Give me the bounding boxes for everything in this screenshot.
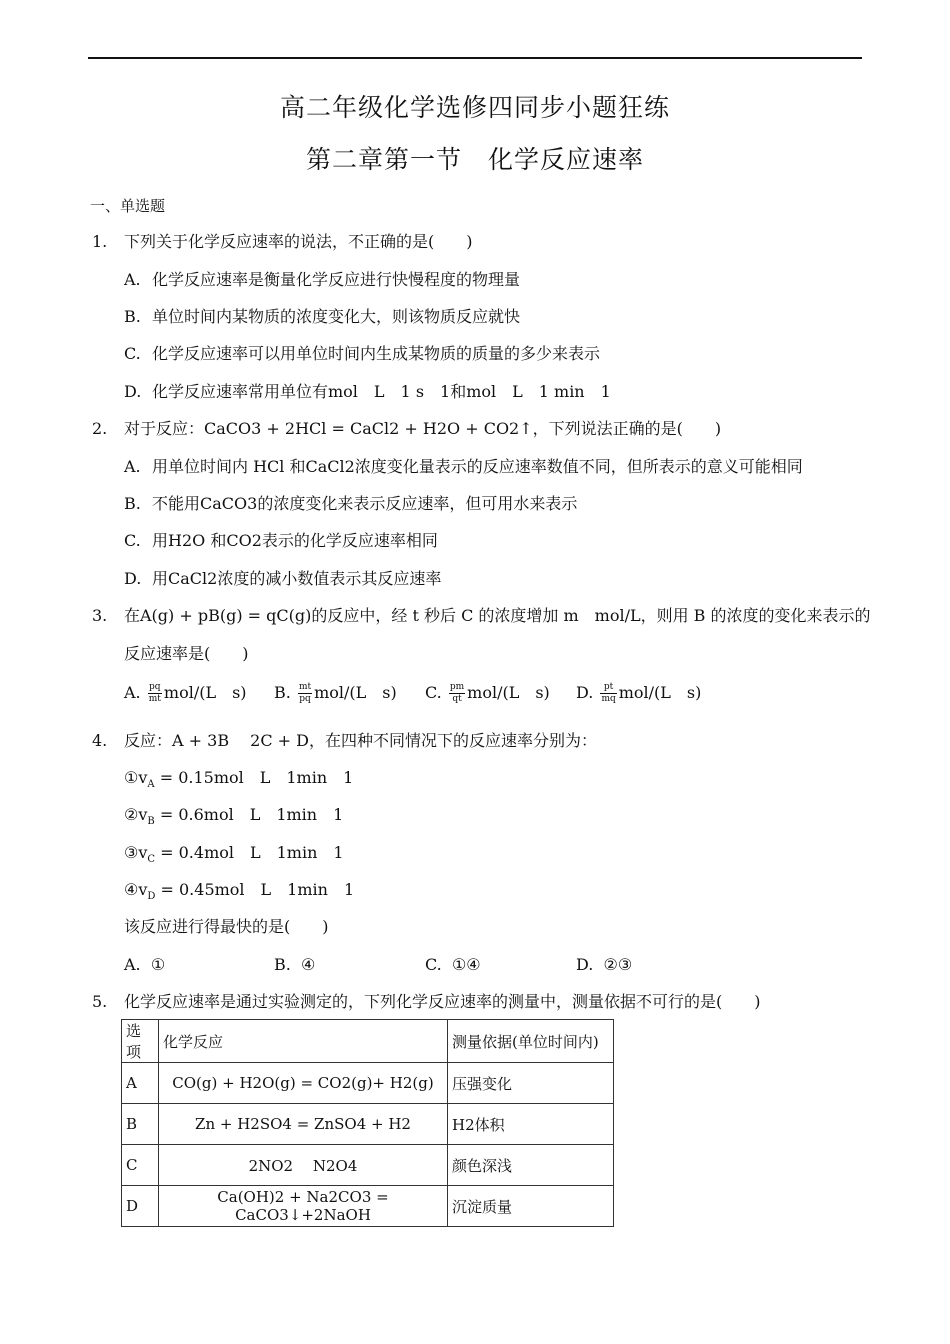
option-label: B. (124, 494, 141, 513)
rate-item: $③v_C = 0.4mol$ L 1min 1 (124, 843, 344, 866)
option-text: 用CaCl2浓度的减小数值表示其反应速率 (152, 569, 442, 588)
table-cell-basis: 颜色深浅 (448, 1145, 614, 1186)
page-title: 高二年级化学选修四同步小题狂练 (279, 93, 670, 122)
table-cell-reaction: Ca(OH)2 + Na2CO3 = CaCO3↓+2NaOH (159, 1186, 448, 1227)
question-number: 5. (92, 992, 108, 1011)
question-number: 4. (92, 731, 108, 750)
option-label: D. (124, 382, 142, 401)
question-number: 3. (92, 606, 108, 625)
option-label: A. (124, 683, 141, 702)
option-b (274, 682, 397, 705)
table-header: 化学反应 (159, 1020, 448, 1063)
option-unit: mol/(L s) (467, 683, 550, 702)
page-subtitle: 第二章第一节 化学反应速率 (305, 145, 644, 174)
question-stem: 对于反应：CaCO3 + 2HCl = CaCl2 + H2O + CO2↑，下列说法正确的是( ) (124, 419, 722, 438)
question-ask: 该反应进行得最快的是( ) (124, 917, 329, 936)
table-cell-basis: 压强变化 (448, 1063, 614, 1104)
table-cell-basis: 沉淀质量 (448, 1186, 614, 1227)
header-rule (88, 57, 862, 59)
table-row (122, 1186, 614, 1227)
table-header: 选项 (122, 1020, 159, 1063)
option-label: B. (124, 307, 141, 326)
fraction: $\frac{pm}{qt}$ (449, 682, 465, 704)
option-label: D. (124, 569, 142, 588)
option-text: 单位时间内某物质的浓度变化大，则该物质反应就快 (152, 307, 521, 326)
fraction: $\frac{pq}{mt}$ (148, 682, 161, 704)
option-unit: mol/(L s) (163, 683, 247, 702)
fraction: $\frac{pt}{mq}$ (601, 682, 616, 704)
option-d (576, 682, 701, 705)
option-label: B. (274, 683, 291, 702)
rate-item: $②v_B = 0.6mol$ L 1min 1 (124, 805, 344, 828)
question-stem: 反应：A + 3B 2C + D，在四种不同情况下的反应速率分别为： (124, 731, 597, 750)
table-cell-reaction: 2NO2 N2O4 (159, 1145, 448, 1186)
table-row (122, 1145, 614, 1186)
question-stem: 在A(g) + pB(g) = qC(g)的反应中，经 t 秒后 C 的浓度增加 m mol/L，则用 B 的浓度的变化来表示的 (124, 606, 871, 625)
option-a (124, 682, 247, 705)
option-label: D. (576, 683, 594, 702)
option-label: A. (124, 270, 141, 289)
question-number: 1. (92, 232, 108, 251)
table-cell-basis: H2体积 (448, 1104, 614, 1145)
option-unit: mol/(L s) (618, 683, 702, 702)
option-unit: mol/(L s) (314, 683, 397, 702)
table-cell-option: A (122, 1063, 159, 1104)
question-stem: 化学反应速率是通过实验测定的，下列化学反应速率的测量中，测量依据不可行的是( ) (124, 992, 761, 1011)
table-cell-option: B (122, 1104, 159, 1145)
question-stem: 下列关于化学反应速率的说法，不正确的是( ) (124, 232, 473, 251)
table-row (122, 1063, 614, 1104)
rate-item: $①v_A = 0.15mol$ L 1min 1 (124, 768, 354, 791)
option-text: 用单位时间内 HCl 和CaCl2浓度变化量表示的反应速率数值不同，但所表示的意义可能相同 (152, 457, 803, 476)
option-label: C. (124, 344, 141, 363)
option-b: B. ④ (274, 955, 316, 974)
option-c: C. ①④ (425, 955, 481, 974)
option-d: D. ②③ (576, 955, 633, 974)
measurement-table (121, 1019, 614, 1227)
option-label: C. (425, 683, 442, 702)
option-text: 化学反应速率常用单位有mol L 1 s 1和mol L 1 min 1 (152, 382, 611, 401)
question-number: 2. (92, 419, 108, 438)
option-text: 化学反应速率可以用单位时间内生成某物质的质量的多少来表示 (152, 344, 601, 363)
option-text: 用H2O 和CO2表示的化学反应速率相同 (152, 531, 438, 550)
rate-item: $④v_D = 0.45mol$ L 1min 1 (124, 880, 355, 903)
option-text: 不能用CaCO3的浓度变化来表示反应速率，但可用水来表示 (152, 494, 578, 513)
table-cell-reaction: CO(g) + H2O(g) = CO2(g)+ H2(g) (159, 1063, 448, 1104)
option-c (425, 682, 550, 705)
option-label: A. (124, 457, 141, 476)
option-a: A. ① (124, 955, 166, 974)
option-text: 化学反应速率是衡量化学反应进行快慢程度的物理量 (152, 270, 521, 289)
question-stem-cont: 反应速率是( ) (124, 644, 249, 663)
table-header: 测量依据(单位时间内) (448, 1020, 614, 1063)
table-cell-reaction: Zn + H2SO4 = ZnSO4 + H2 (159, 1104, 448, 1145)
fraction: $\frac{mt}{pq}$ (298, 682, 312, 704)
table-row (122, 1104, 614, 1145)
option-label: C. (124, 531, 141, 550)
table-cell-option: D (122, 1186, 159, 1227)
section-heading: 一、单选题 (90, 197, 166, 215)
table-cell-option: C (122, 1145, 159, 1186)
table-header-row (122, 1020, 614, 1063)
